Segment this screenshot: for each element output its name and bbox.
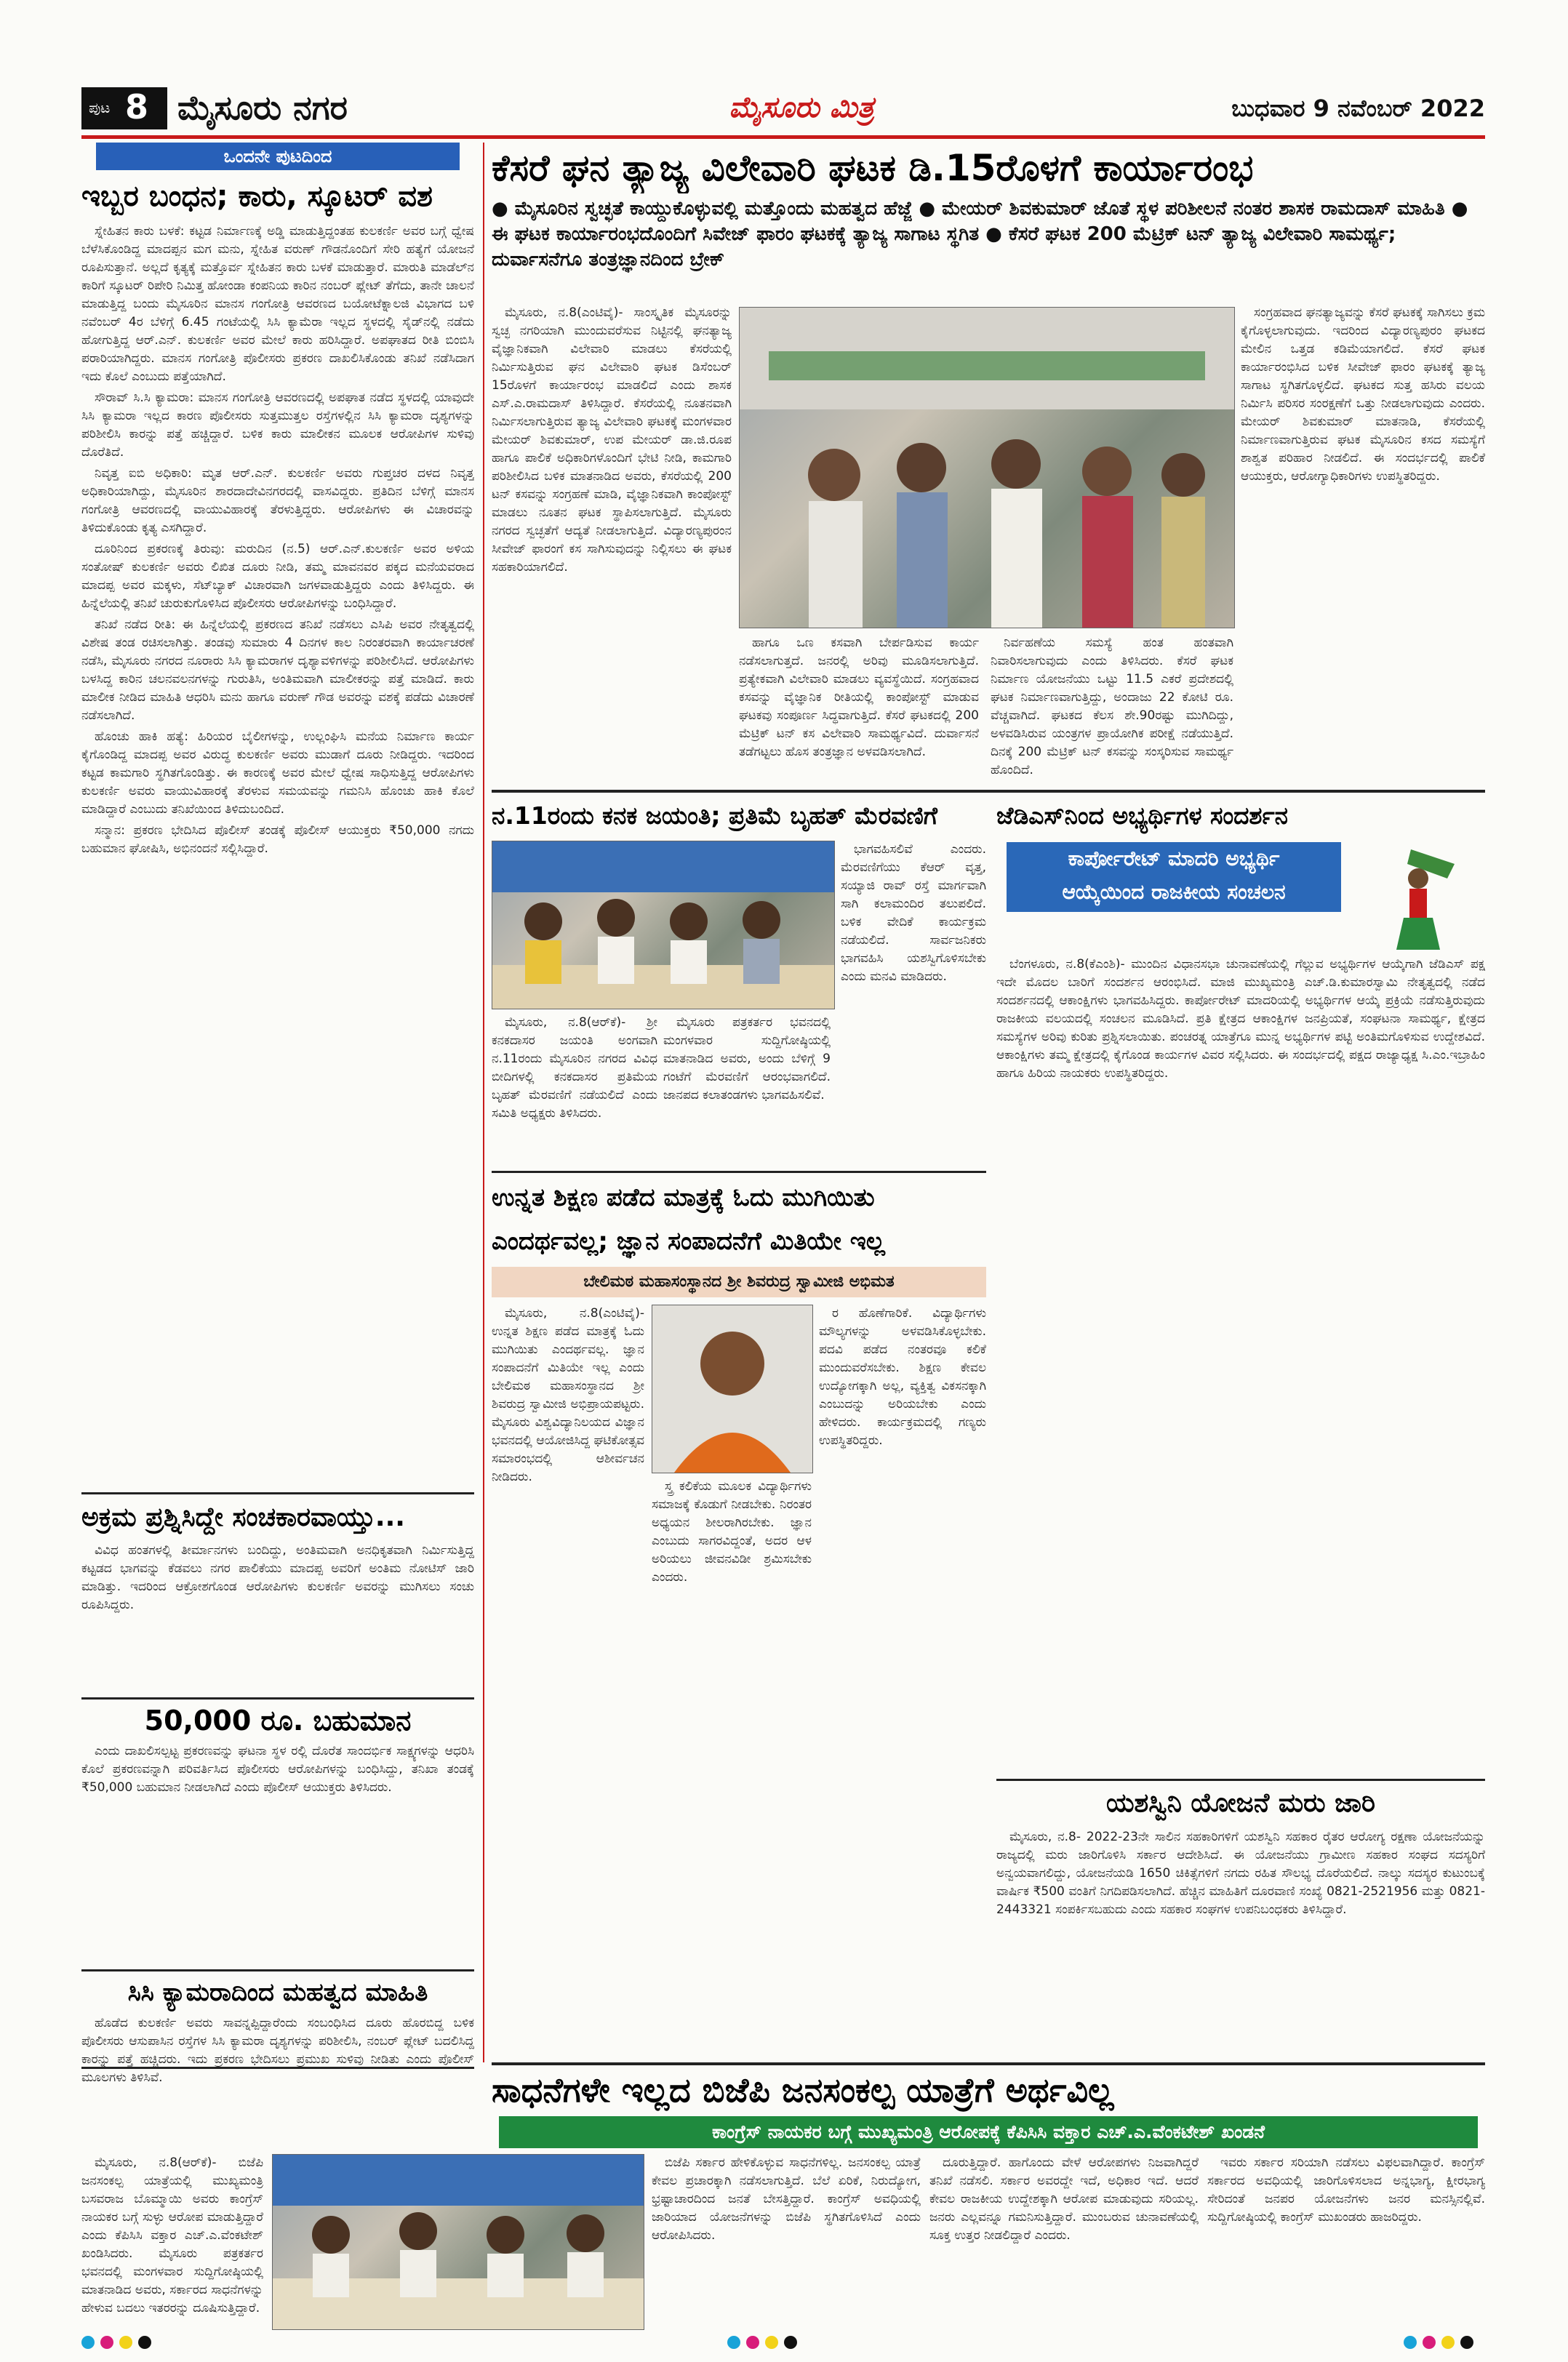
jds-subhead-box [1007, 842, 1341, 912]
education-body-col2 [652, 1478, 812, 1857]
masthead-rule [81, 135, 1485, 139]
cyan-dot [1404, 2336, 1417, 2349]
headline-arrest: ಇಬ್ಬರ ಬಂಧನ; ಕಾರು, ಸ್ಕೂಟರ್ ವಶ [81, 180, 433, 213]
education-subhead: ಬೇಲಿಮಠ ಮಹಾಸಂಸ್ಥಾನದ ಶ್ರೀ ಶಿವರುದ್ರ ಸ್ವಾಮೀಜಿ ಅಭಿಮತ [492, 1267, 986, 1297]
kanaka-headline: ನ.11ರಂದು ಕನಕ ಜಯಂತಿ; ಪ್ರತಿಮೆ ಬೃಹತ್ ಮೆರವಣಿಗೆ [492, 801, 937, 830]
jds-headline: ಜೆಡಿಎಸ್‌ನಿಂದ ಅಭ್ಯರ್ಥಿಗಳ ಸಂದರ್ಶನ [996, 801, 1288, 830]
lead-bullets: ● ಮೈಸೂರಿನ ಸ್ವಚ್ಛತೆ ಕಾಯ್ದುಕೊಳ್ಳುವಲ್ಲಿ ಮತ್ತೊಂದು ಮಹತ್ವದ ಹೆಜ್ಜೆ ● ಮೇಯರ್ ಶಿವಕುಮಾರ್ ಜೊತೆ ಸ್ಥಳ ಪರಿಶೀಲನೆ ನಂತರ ಶಾಸಕ ರಾಮದಾಸ್ ಮಾಹಿತಿ ● ಈ ಘಟಕ ಕಾರ್ಯಾರಂಭದೊಂದಿಗೆ ಸಿವೇಜ್ ಫಾರಂ ಘಟಕಕ್ಕೆ ತ್ಯಾಜ್ಯ ಸಾಗಾಟ ಸ್ಥಗಿತ ● ಕೆಸರೆ ಘಟಕ 200 ಮೆಟ್ರಿಕ್ ಟನ್ ತ್ಯಾಜ್ಯ ವಿಲೇವಾರಿ ಸಾಮರ್ಥ್ಯ; ದುರ್ವಾಸನೆಗೂ ತಂತ್ರಜ್ಞಾನದಿಂದ ಬ್ರೇಕ್ [492, 198, 1468, 271]
jds-story [996, 796, 1485, 1777]
paragraph: ಮೈಸೂರು, ನ.8(ಎಂಟಿವೈ)- ಉನ್ನತ ಶಿಕ್ಷಣ ಪಡೆದ ಮಾತ್ರಕ್ಕೆ ಓದು ಮುಗಿಯಿತು ಎಂದರ್ಥವಲ್ಲ. ಜ್ಞಾನ ಸಂಪಾದನೆಗೆ ಮಿತಿಯೇ ಇಲ್ಲ ಎಂದು ಬೇಲಿಮಠ ಮಹಾಸಂಸ್ಥಾನದ ಶ್ರೀ ಶಿವರುದ್ರ ಸ್ವಾಮೀಜಿ ಅಭಿಪ್ರಾಯಪಟ್ಟರು. ಮೈಸೂರು ವಿಶ್ವವಿದ್ಯಾನಿಲಯದ ವಿಜ್ಞಾನ ಭವನದಲ್ಲಿ ಆಯೋಜಿಸಿದ್ದ ಘಟಿಕೋತ್ಸವ ಸಮಾರಂಭದಲ್ಲಿ ಆಶೀರ್ವಚನ ನೀಡಿದರು. [492, 1306, 644, 1484]
lead-body-col1 [492, 304, 732, 777]
page-number: 8 [125, 87, 149, 127]
photo-illustration [740, 308, 1234, 628]
paragraph: ಮೈಸೂರು, ನ.8(ಎಂಟಿವೈ)- ಸಾಂಸ್ಕೃತಿಕ ಮೈಸೂರನ್ನು ಸ್ವಚ್ಛ ನಗರಿಯಾಗಿ ಮುಂದುವರೆಸುವ ನಿಟ್ಟಿನಲ್ಲಿ ಘನತ್ಯಾಜ್ಯ ವೈಜ್ಞಾನಿಕವಾಗಿ ವಿಲೇವಾರಿ ಮಾಡಲು ಕೆಸರೆಯಲ್ಲಿ ನಿರ್ಮಿಸುತ್ತಿರುವ ಘನ ವಿಲೇವಾರಿ ಘಟಕ ಡಿಸೆಂಬರ್ 15ರೊಳಗೆ ಕಾರ್ಯಾರಂಭ ಮಾಡಲಿದೆ ಎಂದು ಶಾಸಕ ಎಸ್.ಎ.ರಾಮದಾಸ್ ತಿಳಿಸಿದ್ದಾರೆ. ಕೆಸರೆಯಲ್ಲಿ ನೂತನವಾಗಿ ನಿರ್ಮಿಸಲಾಗುತ್ತಿರುವ ತ್ಯಾಜ್ಯ ವಿಲೇವಾರಿ ಘಟಕಕ್ಕೆ ಮಂಗಳವಾರ ಮೇಯರ್ ಶಿವಕುಮಾರ್, ಉಪ ಮೇಯರ್ ಡಾ.ಜಿ.ರೂಪ ಹಾಗೂ ಪಾಲಿಕೆ ಅಧಿಕಾರಿಗಳೊಂದಿಗೆ ಭೇಟಿ ನೀಡಿ, ಕಾಮಗಾರಿ ಪರಿಶೀಲಿಸಿದ ಬಳಿಕ ಮಾತನಾಡಿದ ಅವರು, ಕೆಸರೆಯಲ್ಲಿ 200 ಟನ್ ಕಸವನ್ನು ಸಂಗ್ರಹಣೆ ಮಾಡಿ, ವೈಜ್ಞಾನಿಕವಾಗಿ ಕಾಂಪೋಸ್ಟ್ ಮಾಡಲು ನೂತನ ಘಟಕ ಸ್ಥಾಪಿಸಲಾಗುತ್ತಿದೆ. ಮೈಸೂರು ನಗರದ ಸ್ವಚ್ಛತೆಗೆ ಆದ್ಯತೆ ನೀಡಲಾಗುತ್ತಿದೆ. ವಿದ್ಯಾರಣ್ಯಪುರಂನ ಸೀವೇಜ್ ಫಾರಂಗೆ ಕಸ ಸಾಗಿಸುವುದನ್ನು ನಿಲ್ಲಿಸಲು ಈ ಘಟಕ ಸಹಕಾರಿಯಾಗಲಿದೆ. [492, 305, 732, 575]
paragraph: ಮೈಸೂರು ಪತ್ರಕರ್ತರ ಭವನದಲ್ಲಿ ಮಂಗಳವಾರ ಸುದ್ದಿಗೋಷ್ಠಿಯಲ್ಲಿ ಮಾತನಾಡಿದ ಅವರು, ಅಂದು ಬೆಳಿಗ್ಗೆ 9 ಗಂಟೆಗೆ ಮೆರವಣಿಗೆ ಆರಂಭವಾಗಲಿದೆ. ಜಾನಪದ ಕಲಾತಂಡಗಳು ಭಾಗವಹಿಸಲಿವೆ. [663, 1015, 831, 1102]
paragraph: ಸಂಗ್ರಹವಾದ ಘನತ್ಯಾಜ್ಯವನ್ನು ಕೆಸರೆ ಘಟಕಕ್ಕೆ ಸಾಗಿಸಲು ಕ್ರಮ ಕೈಗೊಳ್ಳಲಾಗುವುದು. ಇದರಿಂದ ವಿದ್ಯಾರಣ್ಯಪುರಂ ಘಟಕದ ಮೇಲಿನ ಒತ್ತಡ ಕಡಿಮೆಯಾಗಲಿದೆ. ಕೆಸರೆ ಘಟಕ ಕಾರ್ಯಾರಂಭಿಸಿದ ಬಳಿಕ ಸೀವೇಜ್ ಫಾರಂ ಘಟಕಕ್ಕೆ ತ್ಯಾಜ್ಯ ಸಾಗಾಟ ಸ್ಥಗಿತಗೊಳ್ಳಲಿದೆ. ಘಟಕದ ಸುತ್ತ ಹಸಿರು ವಲಯ ನಿರ್ಮಿಸಿ ಪರಿಸರ ಸಂರಕ್ಷಣೆಗೆ ಒತ್ತು ನೀಡಲಾಗುವುದು ಎಂದರು. ಮೇಯರ್ ಶಿವಕುಮಾರ್ ಮಾತನಾಡಿ, ಕೆಸರೆಯಲ್ಲಿ ನಿರ್ಮಾಣವಾಗುತ್ತಿರುವ ಘಟಕ ಮೈಸೂರಿನ ಕಸದ ಸಮಸ್ಯೆಗೆ ಶಾಶ್ವತ ಪರಿಹಾರ ನೀಡಲಿದೆ. ಈ ಸಂದರ್ಭದಲ್ಲಿ ಪಾಲಿಕೆ ಆಯುಕ್ತರು, ಆರೋಗ್ಯಾಧಿಕಾರಿಗಳು ಉಪಸ್ಥಿತರಿದ್ದರು. [1241, 305, 1485, 484]
kanaka-body-col1 [492, 1014, 657, 1163]
paragraph: ದೂರಿನಿಂದ ಪ್ರಕರಣಕ್ಕೆ ತಿರುವು: ಮರುದಿನ (ನ.5) ಆರ್.ಎನ್.ಕುಲಕರ್ಣಿ ಅವರ ಅಳಿಯ ಸಂತೋಷ್ ಕುಲಕರ್ಣಿ ಅವರು ಲಿಖಿತ ದೂರು ನೀಡಿ, ತಮ್ಮ ಮಾವನವರ ಪಕ್ಕದ ಮನೆಯವರಾದ ಮಾದಪ್ಪ ಅವರ ಮಕ್ಕಳು, ಸೆಟ್‌ಬ್ಯಾಕ್ ವಿಚಾರವಾಗಿ ಜಗಳವಾಡುತ್ತಿದ್ದರು ಎಂದು ತಿಳಿಸಿದ್ದರು. ಈ ಹಿನ್ನೆಲೆಯಲ್ಲಿ ತನಿಖೆ ಚುರುಕುಗೊಳಿಸಿದ ಪೊಲೀಸರು ಆರೋಪಿಗಳನ್ನು ಬಂಧಿಸಿದ್ದಾರೆ. [81, 542, 474, 611]
divider [492, 790, 1485, 793]
article-reward-body [81, 1742, 474, 1968]
paragraph: ಎಂದು ದಾಖಲಿಸಲ್ಪಟ್ಟ ಪ್ರಕರಣವನ್ನು ಘಟನಾ ಸ್ಥಳ ರಲ್ಲಿ ದೊರೆತ ಸಾಂದರ್ಭಿಕ ಸಾಕ್ಷ್ಯಗಳನ್ನು ಆಧರಿಸಿ ಕೊಲೆ ಪ್ರಕರಣವನ್ನಾಗಿ ಪರಿವರ್ತಿಸಿದ ಪೊಲೀಸರು ಆರೋಪಿಗಳನ್ನು ಬಂಧಿಸಿದ್ದು, ತನಿಖಾ ತಂಡಕ್ಕೆ ₹50,000 ಬಹುಮಾನ ನೀಡಲಾಗಿದೆ ಎಂದು ಪೊಲೀಸ್ ಆಯುಕ್ತರು ತಿಳಿಸಿದರು. [81, 1744, 474, 1795]
paragraph: ಭಾಗವಹಿಸಲಿವೆ ಎಂದರು. ಮೆರವಣಿಗೆಯು ಕೆಆರ್ ವೃತ್ತ, ಸಯ್ಯಾಜಿ ರಾವ್ ರಸ್ತೆ ಮಾರ್ಗವಾಗಿ ಸಾಗಿ ಕಲಾಮಂದಿರ ತಲುಪಲಿದೆ. ಬಳಿಕ ವೇದಿಕೆ ಕಾರ್ಯಕ್ರಮ ನಡೆಯಲಿದೆ. ಸಾರ್ವಜನಿಕರು ಭಾಗವಹಿಸಿ ಯಶಸ್ವಿಗೊಳಿಸಬೇಕು ಎಂದು ಮನವಿ ಮಾಡಿದರು. [841, 842, 986, 984]
lead-body-col4 [1241, 304, 1485, 777]
paragraph: ಇವರು ಸರ್ಕಾರ ಸರಿಯಾಗಿ ನಡೆಸಲು ವಿಫಲವಾಗಿದ್ದಾರೆ. ಕಾಂಗ್ರೆಸ್ ಸರ್ಕಾರದ ಅವಧಿಯಲ್ಲಿ ಜಾರಿಗೊಳಿಸಲಾದ ಅನ್ನಭಾಗ್ಯ, ಕ್ಷೀರಭಾಗ್ಯ ಸೇರಿದಂತೆ ಜನಪರ ಯೋಜನೆಗಳು ಜನರ ಮನಸ್ಸಿನಲ್ಲಿವೆ. ಸುದ್ದಿಗೋಷ್ಠಿಯಲ್ಲಿ ಕಾಂಗ್ರೆಸ್ ಮುಖಂಡರು ಹಾಜರಿದ್ದರು. [1207, 2155, 1485, 2225]
photo-illustration [492, 841, 834, 1009]
site-inspection-photo [739, 307, 1235, 628]
education-story [492, 1177, 986, 1867]
paragraph: ಸ್ನೇಹಿತನ ಕಾರು ಬಳಕೆ: ಕಟ್ಟಡ ನಿರ್ಮಾಣಕ್ಕೆ ಅಡ್ಡಿ ಮಾಡುತ್ತಿದ್ದಂತಹ ಕುಲಕರ್ಣಿ ಅವರ ಬಗ್ಗೆ ಧ್ವೇಷ ಬೆಳೆಸಿಕೊಂಡಿದ್ದ ಮಾದಪ್ಪನ ಮಗ ಮನು, ಸ್ನೇಹಿತ ವರುಣ್ ಗೌಡನೊಂದಿಗೆ ಸೇರಿ ಹತ್ಯೆಗೆ ಯೋಜನೆ ರೂಪಿಸುತ್ತಾನೆ. ಅಲ್ಲದೆ ಕೃತ್ಯಕ್ಕೆ ಮತ್ತೊರ್ವ ಸ್ನೇಹಿತನ ಕಾರು ಬಳಕೆ ಮಾಡುತ್ತಾರೆ. ಮಾರುತಿ ಮಾಡೆಲ್‌ನ ಕಾರಿಗೆ ಸ್ಕೂಟರ್ ರಿಪೇರಿ ನಿಮಿತ್ತ ಹೋಂಡಾ ಕಂಪನಿಯ ಕಾರಿನ ನಂಬರ್ ಪ್ಲೇಟ್ ತೆಗೆದು, ತಾನೇ ಚಾಲನೆ ಮಾಡುತ್ತಿದ್ದ ಬಂದು ಮೈಸೂರಿನ ಮಾನಸ ಗಂಗೋತ್ರಿ ಆವರಣದ ಬಯೋಟೆಕ್ನಾಲಜಿ ವಿಭಾಗದ ಬಳಿ ನವೆಂಬರ್ 4ರ ಬೆಳಿಗ್ಗೆ 6.45 ಗಂಟೆಯಲ್ಲಿ ಸಿಸಿ ಕ್ಯಾಮೆರಾ ಇಲ್ಲದ ಸ್ಥಳದಲ್ಲಿ ಸೈಡ್‌ನಲ್ಲಿ ನಡೆದು ಹೋಗುತ್ತಿದ್ದ ಆರ್.ಎನ್. ಕುಲಕರ್ಣಿ ಅವರ ಮೇಲೆ ಕಾರು ಹರಿಸಿದ್ದಾರೆ. ಅಪಘಾತದ ರೀತಿ ಬಿಂಬಿಸಿ ಪರಾರಿಯಾಗಿದ್ದರು. ಮಾನಸ ಗಂಗೋತ್ರಿ ಪೊಲೀಸರು ಪ್ರಕರಣ ದಾಖಲಿಸಿಕೊಂಡು ತನಿಖೆ ನಡೆಸಿದಾಗ ಇದು ಕೊಲೆ ಎಂಬುದು ಪತ್ತೆಯಾಗಿದೆ. [81, 224, 474, 384]
divider [492, 1171, 986, 1173]
yashaswini-headline: ಯಶಸ್ವಿನಿ ಯೋಜನೆ ಮರು ಜಾರಿ [1106, 1788, 1375, 1818]
divider [81, 2067, 474, 2069]
bjp-headline: ಸಾಧನೆಗಳೇ ಇಲ್ಲದ ಬಿಜೆಪಿ ಜನಸಂಕಲ್ಪ ಯಾತ್ರೆಗೆ ಅರ್ಥವಿಲ್ಲ [492, 2070, 1114, 2110]
masthead [81, 84, 1485, 132]
divider [81, 1969, 474, 1971]
paragraph: ಸೌರಾವ್ ಸಿ.ಸಿ ಕ್ಯಾಮರಾ: ಮಾನಸ ಗಂಗೋತ್ರಿ ಆವರಣದಲ್ಲಿ ಅಪಘಾತ ನಡೆದ ಸ್ಥಳದಲ್ಲಿ ಯಾವುದೇ ಸಿಸಿ ಕ್ಯಾಮರಾ ಇಲ್ಲದ ಕಾರಣ ಪೊಲೀಸರು ಸುತ್ತಮುತ್ತಲ ರಸ್ತೆಗಳಲ್ಲಿನ ಸಿಸಿ ಕ್ಯಾಮರಾ ದೃಶ್ಯಗಳನ್ನು ಪರಿಶೀಲಿಸಿ ಕಾರನ್ನು ಪತ್ತೆ ಹಚ್ಚಿದ್ದಾರೆ. ಬಳಿಕ ಕಾರು ಮಾಲೀಕನ ಮೂಲಕ ಆರೋಪಿಗಳ ಸುಳಿವು ದೊರೆತಿದೆ. [81, 391, 474, 460]
column-divider [483, 143, 484, 2062]
lead-body-col2 [739, 634, 979, 777]
bjp-subhead: ಕಾಂಗ್ರೆಸ್ ನಾಯಕರ ಬಗ್ಗೆ ಮುಖ್ಯಮಂತ್ರಿ ಆರೋಪಕ್ಕೆ ಕೆಪಿಸಿಸಿ ವಕ್ತಾರ ಎಚ್.ಎ.ವೆಂಕಟೇಶ್ ಖಂಡನೆ [499, 2116, 1478, 2148]
paragraph: ನಿವೃತ್ತ ಐಬಿ ಅಧಿಕಾರಿ: ಮೃತ ಆರ್.ಎನ್. ಕುಲಕರ್ಣಿ ಅವರು ಗುಪ್ತಚರ ದಳದ ನಿವೃತ್ತ ಅಧಿಕಾರಿಯಾಗಿದ್ದು, ಮೈಸೂರಿನ ಶಾರದಾದೇವಿನಗರದಲ್ಲಿ ವಾಸವಿದ್ದರು. ಪ್ರತಿದಿನ ಬೆಳಿಗ್ಗೆ ಮಾನಸ ಗಂಗೋತ್ರಿ ಆವರಣದಲ್ಲಿ ವಾಯುವಿಹಾರಕ್ಕೆ ತೆರಳುತ್ತಿದ್ದರು. ಆರೋಪಿಗಳು ಈ ವಿಚಾರವನ್ನು ತಿಳಿದುಕೊಂಡು ಕೃತ್ಯ ಎಸಗಿದ್ದಾರೆ. [81, 466, 474, 535]
paragraph: ಹೊಡೆದ ಕುಲಕರ್ಣಿ ಅವರು ಸಾವನ್ನಪ್ಪಿದ್ದಾರೆಂದು ಸಂಬಂಧಿಸಿದ ದೂರು ಹೊರಬಿದ್ದ ಬಳಿಕ ಪೊಲೀಸರು ಆಸುಪಾಸಿನ ರಸ್ತೆಗಳ ಸಿಸಿ ಕ್ಯಾಮರಾ ದೃಶ್ಯಗಳನ್ನು ಪರಿಶೀಲಿಸಿ, ನಂಬರ್ ಪ್ಲೇಟ್ ಬದಲಿಸಿದ್ದ ಕಾರನ್ನು ಪತ್ತೆ ಹಚ್ಚಿದರು. ಇದು ಪ್ರಕರಣ ಭೇದಿಸಲು ಪ್ರಮುಖ ಸುಳಿವು ನೀಡಿತು ಎಂದು ಪೊಲೀಸ್ ಮೂಲಗಳು ತಿಳಿಸಿವೆ. [81, 2016, 474, 2085]
paragraph: ಬೆಂಗಳೂರು, ನ.8(ಕೆಎಂಶಿ)- ಮುಂದಿನ ವಿಧಾನಸಭಾ ಚುನಾವಣೆಯಲ್ಲಿ ಗೆಲ್ಲುವ ಅಭ್ಯರ್ಥಿಗಳ ಆಯ್ಕೆಗಾಗಿ ಜೆಡಿಎಸ್ ಪಕ್ಷ ಇದೇ ಮೊದಲ ಬಾರಿಗೆ ಸಂದರ್ಶನ ಆರಂಭಿಸಿದೆ. ಮಾಜಿ ಮುಖ್ಯಮಂತ್ರಿ ಎಚ್.ಡಿ.ಕುಮಾರಸ್ವಾಮಿ ನೇತೃತ್ವದಲ್ಲಿ ನಡೆದ ಸಂದರ್ಶನದಲ್ಲಿ ಆಕಾಂಕ್ಷಿಗಳು ಭಾಗವಹಿಸಿದ್ದರು. ಕಾರ್ಪೋರೇಟ್ ಮಾದರಿಯಲ್ಲಿ ಅಭ್ಯರ್ಥಿಗಳ ಆಯ್ಕೆ ಪ್ರಕ್ರಿಯೆ ನಡೆಸುತ್ತಿರುವುದು ರಾಜಕೀಯ ವಲಯದಲ್ಲಿ ಸಂಚಲನ ಮೂಡಿಸಿದೆ. ಪ್ರತಿ ಕ್ಷೇತ್ರದ ಆಕಾಂಕ್ಷಿಗಳ ಜನಪ್ರಿಯತೆ, ಸಂಘಟನಾ ಸಾಮರ್ಥ್ಯ, ಕ್ಷೇತ್ರದ ಸಮಸ್ಯೆಗಳ ಅರಿವು ಕುರಿತು ಪ್ರಶ್ನಿಸಲಾಯಿತು. ಪಂಚರತ್ನ ಯಾತ್ರೆಗೂ ಮುನ್ನ ಅಭ್ಯರ್ಥಿಗಳ ಪಟ್ಟಿ ಅಂತಿಮಗೊಳಿಸುವ ಉದ್ದೇಶವಿದೆ. ಆಕಾಂಕ್ಷಿಗಳು ತಮ್ಮ ಕ್ಷೇತ್ರದಲ್ಲಿ ಕೈಗೊಂಡ ಕಾರ್ಯಗಳ ವಿವರ ಸಲ್ಲಿಸಿದರು. ಈ ಸಂದರ್ಭದಲ್ಲಿ ಪಕ್ಷದ ರಾಜ್ಯಾಧ್ಯಕ್ಷ ಸಿ.ಎಂ.ಇಬ್ರಾಹಿಂ ಹಾಗೂ ಹಿರಿಯ ನಾಯಕರು ಉಪಸ್ಥಿತರಿದ್ದರು. [996, 957, 1485, 1081]
registration-marks-right [1404, 2336, 1549, 2353]
kanaka-press-photo [492, 841, 835, 1009]
paragraph: ಮೈಸೂರು, ನ.8- 2022-23ನೇ ಸಾಲಿನ ಸಹಕಾರಿಗಳಿಗೆ ಯಶಸ್ವಿನಿ ಸಹಕಾರ ರೈತರ ಆರೋಗ್ಯ ರಕ್ಷಣಾ ಯೋಜನೆಯನ್ನು ರಾಜ್ಯದಲ್ಲಿ ಮರು ಜಾರಿಗೊಳಿಸಿ ಸರ್ಕಾರ ಆದೇಶಿಸಿದೆ. ಈ ಯೋಜನೆಯು ಗ್ರಾಮೀಣ ಸಹಕಾರ ಸಂಘದ ಸದಸ್ಯರಿಗೆ ಅನ್ವಯವಾಗಲಿದ್ದು, ಯೋಜನೆಯಡಿ 1650 ಚಿಕಿತ್ಸೆಗಳಿಗೆ ನಗದು ರಹಿತ ಸೌಲಭ್ಯ ದೊರೆಯಲಿದೆ. ನಾಲ್ಕು ಸದಸ್ಯರ ಕುಟುಂಬಕ್ಕೆ ವಾರ್ಷಿಕ ₹500 ವಂತಿಗೆ ನಿಗದಿಪಡಿಸಲಾಗಿದೆ. ಹೆಚ್ಚಿನ ಮಾಹಿತಿಗೆ ದೂರವಾಣಿ ಸಂಖ್ಯೆ 0821-2521956 ಮತ್ತು 0821-2443321 ಸಂಪರ್ಕಿಸಬಹುದು ಎಂದು ಸಹಕಾರ ಸಂಘಗಳ ಉಪನಿಬಂಧಕರು ತಿಳಿಸಿದ್ದಾರೆ. [996, 1830, 1485, 1917]
paragraph: ರ ಹೊಣೆಗಾರಿಕೆ. ವಿದ್ಯಾರ್ಥಿಗಳು ಮೌಲ್ಯಗಳನ್ನು ಅಳವಡಿಸಿಕೊಳ್ಳಬೇಕು. ಪದವಿ ಪಡೆದ ನಂತರವೂ ಕಲಿಕೆ ಮುಂದುವರೆಸಬೇಕು. ಶಿಕ್ಷಣ ಕೇವಲ ಉದ್ಯೋಗಕ್ಕಾಗಿ ಅಲ್ಲ, ವ್ಯಕ್ತಿತ್ವ ವಿಕಸನಕ್ಕಾಗಿ ಎಂಬುದನ್ನು ಅರಿಯಬೇಕು ಎಂದು ಹೇಳಿದರು. ಕಾರ್ಯಕ್ರಮದಲ್ಲಿ ಗಣ್ಯರು ಉಪಸ್ಥಿತರಿದ್ದರು. [819, 1306, 986, 1448]
jds-subhead-2: ಆಯ್ಕೆಯಿಂದ ರಾಜಕೀಯ ಸಂಚಲನ [1062, 880, 1286, 904]
education-headline-1: ಉನ್ನತ ಶಿಕ್ಷಣ ಪಡೆದ ಮಾತ್ರಕ್ಕೆ ಓದು ಮುಗಿಯಿತು [492, 1183, 875, 1212]
swamiji-photo [652, 1305, 813, 1473]
photo-illustration [652, 1305, 812, 1473]
left-column [81, 143, 474, 2230]
article-illegal-body [81, 1542, 474, 1694]
paragraph: ಹೊಂಚು ಹಾಕಿ ಹತ್ಯೆ: ಹಿರಿಯರ ಬೈಲೀಗಳನ್ನು, ಉಲ್ಲಂಘಿಸಿ ಮನೆಯ ನಿರ್ಮಾಣ ಕಾರ್ಯ ಕೈಗೊಂಡಿದ್ದ ಮಾದಪ್ಪ ಅವರ ವಿರುದ್ಧ ಕುಲಕರ್ಣಿ ಅವರು ಮುಡಾಗೆ ದೂರು ನೀಡಿದ್ದರು. ಇದರಿಂದ ಕಟ್ಟಡ ಕಾಮಗಾರಿ ಸ್ಥಗಿತಗೊಂಡಿತ್ತು. ಈ ಕಾರಣಕ್ಕೆ ಅವರ ಮೇಲೆ ಧ್ವೇಷ ಸಾಧಿಸುತ್ತಿದ್ದ ಆರೋಪಿಗಳು ಕುಲಕರ್ಣಿ ಅವರು ವಾಯುವಿಹಾರಕ್ಕೆ ತೆರಳುವ ಸಮಯವನ್ನು ಗಮನಿಸಿ ಹೊಂಚು ಹಾಕಿ ಕೊಲೆ ಮಾಡಿದ್ದಾರೆ ಎಂಬುದು ತನಿಖೆಯಿಂದ ತಿಳಿದುಬಂದಿದೆ. [81, 729, 474, 817]
bjp-body-area [81, 2154, 1485, 2329]
paragraph: ಸ್ತ್ರ ಕಲಿಕೆಯ ಮೂಲಕ ವಿದ್ಯಾರ್ಥಿಗಳು ಸಮಾಜಕ್ಕೆ ಕೊಡುಗೆ ನೀಡಬೇಕು. ನಿರಂತರ ಅಧ್ಯಯನ ಶೀಲರಾಗಿರಬೇಕು. ಜ್ಞಾನ ಎಂಬುದು ಸಾಗರವಿದ್ದಂತೆ, ಅದರ ಆಳ ಅರಿಯಲು ಜೀವನವಿಡೀ ಶ್ರಮಿಸಬೇಕು ಎಂದರು. [652, 1479, 812, 1585]
education-body-col1 [492, 1305, 644, 1857]
continued-kicker: ಒಂದನೇ ಪುಟದಿಂದ [96, 143, 460, 170]
yashaswini-body [996, 1828, 1485, 2055]
education-body-col3 [819, 1305, 986, 1857]
bjp-body-col4 [1207, 2154, 1485, 2329]
newspaper-logo: ಮೈಸೂರು ಮಿತ್ರ [729, 91, 874, 124]
kanaka-story [492, 796, 986, 1166]
jds-body [996, 956, 1485, 1770]
section-title: ಮೈಸೂರು ನಗರ [177, 88, 348, 127]
lead-headline: ಕೆಸರೆ ಘನ ತ್ಯಾಜ್ಯ ವಿಲೇವಾರಿ ಘಟಕ ಡಿ.15ರೊಳಗೆ ಕಾರ್ಯಾರಂಭ [492, 147, 1254, 189]
headline-illegal: ಅಕ್ರಮ ಪ್ರಶ್ನಿಸಿದ್ದೇ ಸಂಚಕಾರವಾಯ್ತು... [81, 1502, 405, 1532]
page-number-box [81, 87, 167, 129]
bjp-body-col1 [81, 2154, 263, 2329]
bjp-body-col2 [652, 2154, 921, 2329]
paragraph: ಬಿಜೆಪಿ ಸರ್ಕಾರ ಹೇಳಿಕೊಳ್ಳುವ ಸಾಧನೆಗಳಿಲ್ಲ. ಜನಸಂಕಲ್ಪ ಯಾತ್ರೆ ಕೇವಲ ಪ್ರಚಾರಕ್ಕಾಗಿ ನಡೆಸಲಾಗುತ್ತಿದೆ. ಬೆಲೆ ಏರಿಕೆ, ನಿರುದ್ಯೋಗ, ಭ್ರಷ್ಟಾಚಾರದಿಂದ ಜನತೆ ಬೇಸತ್ತಿದ್ದಾರೆ. ಕಾಂಗ್ರೆಸ್ ಅವಧಿಯಲ್ಲಿ ಜಾರಿಯಾದ ಯೋಜನೆಗಳನ್ನು ಬಿಜೆಪಿ ಸ್ಥಗಿತಗೊಳಿಸಿದೆ ಎಂದು ಆರೋಪಿಸಿದರು. [652, 2155, 921, 2243]
bjp-body-col3 [929, 2154, 1199, 2329]
paragraph: ತನಿಖೆ ನಡೆದ ರೀತಿ: ಈ ಹಿನ್ನೆಲೆಯಲ್ಲಿ ಪ್ರಕರಣದ ತನಿಖೆ ನಡೆಸಲು ಎಸಿಪಿ ಅವರ ನೇತೃತ್ವದಲ್ಲಿ ವಿಶೇಷ ತಂಡ ರಚಿಸಲಾಗಿತ್ತು. ತಂಡವು ಸುಮಾರು 4 ದಿನಗಳ ಕಾಲ ನಿರಂತರವಾಗಿ ಕಾರ್ಯಾಚರಣೆ ನಡೆಸಿ, ಮೈಸೂರು ನಗರದ ನೂರಾರು ಸಿಸಿ ಕ್ಯಾಮರಾಗಳ ದೃಶ್ಯಾವಳಿಗಳನ್ನು ಪರಿಶೀಲಿಸಿದೆ. ಆರೋಪಿಗಳು ಬಳಸಿದ್ದ ಕಾರಿನ ಚಲನವಲನಗಳನ್ನು ಗುರುತಿಸಿ, ಅಂತಿಮವಾಗಿ ಮಾಲೀಕರನ್ನು ಪತ್ತೆ ಮಾಡಿದೆ. ಕಾರು ಮಾಲೀಕ ನೀಡಿದ ಮಾಹಿತಿ ಆಧರಿಸಿ ಮನು ಹಾಗೂ ವರುಣ್ ಗೌಡ ಅವರನ್ನು ವಶಕ್ಕೆ ಪಡೆದು ವಿಚಾರಣೆ ನಡೆಸಲಾಗಿದೆ. [81, 617, 474, 723]
farmer-woman-icon [1367, 842, 1469, 951]
paragraph: ನಿರ್ವಹಣೆಯ ಸಮಸ್ಯೆ ಹಂತ ಹಂತವಾಗಿ ನಿವಾರಿಸಲಾಗುವುದು ಎಂದು ತಿಳಿಸಿದರು. ಕೆಸರೆ ಘಟಕ ನಿರ್ಮಾಣ ಯೋಜನೆಯು ಒಟ್ಟು 11.5 ಎಕರೆ ಪ್ರದೇಶದಲ್ಲಿ ಘಟಕ ನಿರ್ಮಾಣವಾಗುತ್ತಿದ್ದು, ಅಂದಾಜು 22 ಕೋಟಿ ರೂ. ವೆಚ್ಚವಾಗಿದೆ. ಘಟಕದ ಕೆಲಸ ಶೇ.90ರಷ್ಟು ಮುಗಿದಿದ್ದು, ಅಳವಡಿಸಿರುವ ಯಂತ್ರಗಳ ಪ್ರಾಯೋಗಿಕ ಪರೀಕ್ಷೆ ನಡೆಯುತ್ತಿದೆ. ದಿನಕ್ಕೆ 200 ಮೆಟ್ರಿಕ್ ಟನ್ ಕಸವನ್ನು ಸಂಸ್ಕರಿಸುವ ಸಾಮರ್ಥ್ಯ ಹೊಂದಿದೆ. [991, 636, 1233, 777]
article-arrest-body [81, 223, 474, 1488]
black-dot [138, 2336, 151, 2349]
magenta-dot [100, 2336, 113, 2349]
black-dot [784, 2336, 797, 2349]
yellow-dot [1441, 2336, 1455, 2349]
registration-marks-center [727, 2336, 873, 2353]
headline-cctv: ಸಿಸಿ ಕ್ಯಾಮರಾದಿಂದ ಮಹತ್ವದ ಮಾಹಿತಿ [127, 1978, 428, 2007]
paragraph: ವಿವಿಧ ಹಂತಗಳಲ್ಲಿ ತೀರ್ಮಾನಗಳು ಬಂದಿದ್ದು, ಅಂತಿಮವಾಗಿ ಅನಧಿಕೃತವಾಗಿ ನಿರ್ಮಿಸುತ್ತಿದ್ದ ಕಟ್ಟಡದ ಭಾಗವನ್ನು ಕೆಡವಲು ನಗರ ಪಾಲಿಕೆಯು ಮಾದಪ್ಪ ಅವರಿಗೆ ಅಂತಿಮ ನೋಟಿಸ್ ಜಾರಿ ಮಾಡಿತ್ತು. ಇದರಿಂದ ಆಕ್ರೋಶಗೊಂಡ ಆರೋಪಿಗಳು ಕುಲಕರ್ಣಿ ಅವರನ್ನು ಮುಗಿಸಲು ಸಂಚು ರೂಪಿಸಿದ್ದರು. [81, 1543, 474, 1612]
divider [81, 1697, 474, 1700]
registration-marks-left [81, 2336, 227, 2353]
bjp-press-photo [272, 2154, 644, 2330]
black-dot [1460, 2336, 1473, 2349]
cyan-dot [81, 2336, 95, 2349]
kanaka-body-col2 [663, 1014, 831, 1163]
party-symbol-illustration [1367, 842, 1469, 951]
yellow-dot [765, 2336, 778, 2349]
magenta-dot [1423, 2336, 1436, 2349]
paragraph: ಹಾಗೂ ಒಣ ಕಸವಾಗಿ ಬೇರ್ಪಡಿಸುವ ಕಾರ್ಯ ನಡೆಸಲಾಗುತ್ತದೆ. ಜನರಲ್ಲಿ ಅರಿವು ಮೂಡಿಸಲಾಗುತ್ತಿದೆ. ಪ್ರತ್ಯೇಕವಾಗಿ ವಿಲೇವಾರಿ ಮಾಡಲು ವ್ಯವಸ್ಥೆಯಿದೆ. ಸಂಗ್ರಹವಾದ ಕಸವನ್ನು ವೈಜ್ಞಾನಿಕ ರೀತಿಯಲ್ಲಿ ಕಾಂಪೋಸ್ಟ್ ಮಾಡುವ ಘಟಕವು ಸಂಪೂರ್ಣ ಸಿದ್ಧವಾಗುತ್ತಿದೆ. ಕೆಸರೆ ಘಟಕದಲ್ಲಿ 200 ಮೆಟ್ರಿಕ್ ಟನ್ ಕಸ ವಿಲೇವಾರಿ ಸಾಮರ್ಥ್ಯವಿದೆ. ದುರ್ವಾಸನೆ ತಡೆಗಟ್ಟಲು ಹೊಸ ತಂತ್ರಜ್ಞಾನ ಅಳವಡಿಸಲಾಗಿದೆ. [739, 636, 979, 759]
paragraph: ಸನ್ಮಾನ: ಪ್ರಕರಣ ಭೇದಿಸಿದ ಪೊಲೀಸ್ ತಂಡಕ್ಕೆ ಪೊಲೀಸ್ ಆಯುಕ್ತರು ₹50,000 ನಗದು ಬಹುಮಾನ ಘೋಷಿಸಿ, ಅಭಿನಂದನೆ ಸಲ್ಲಿಸಿದ್ದಾರೆ. [81, 823, 474, 856]
magenta-dot [746, 2336, 759, 2349]
lead-story [492, 143, 1485, 782]
yashaswini-story [996, 1783, 1485, 2059]
headline-reward: 50,000 ರೂ. ಬಹುಮಾನ [144, 1705, 412, 1737]
cyan-dot [727, 2336, 740, 2349]
page-label: ಪುಟ [89, 99, 111, 116]
paragraph: ಮೈಸೂರು, ನ.8(ಆರ್‌ಕೆ)- ಬಿಜೆಪಿ ಜನಸಂಕಲ್ಪ ಯಾತ್ರೆಯಲ್ಲಿ ಮುಖ್ಯಮಂತ್ರಿ ಬಸವರಾಜ ಬೊಮ್ಮಾಯಿ ಅವರು ಕಾಂಗ್ರೆಸ್ ನಾಯಕರ ಬಗ್ಗೆ ಸುಳ್ಳು ಆರೋಪ ಮಾಡುತ್ತಿದ್ದಾರೆ ಎಂದು ಕೆಪಿಸಿಸಿ ವಕ್ತಾರ ಎಚ್.ಎ.ವೆಂಕಟೇಶ್ ಖಂಡಿಸಿದರು. ಮೈಸೂರು ಪತ್ರಕರ್ತರ ಭವನದಲ್ಲಿ ಮಂಗಳವಾರ ಸುದ್ದಿಗೋಷ್ಠಿಯಲ್ಲಿ ಮಾತನಾಡಿದ ಅವರು, ಸರ್ಕಾರದ ಸಾಧನೆಗಳನ್ನು ಹೇಳುವ ಬದಲು ಇತರರನ್ನು ದೂಷಿಸುತ್ತಿದ್ದಾರೆ. [81, 2155, 263, 2315]
divider [81, 1492, 474, 1494]
issue-date: ಬುಧವಾರ 9 ನವೆಂಬರ್ 2022 [1231, 95, 1485, 122]
education-headline-2: ಎಂದರ್ಥವಲ್ಲ; ಜ್ಞಾನ ಸಂಪಾದನೆಗೆ ಮಿತಿಯೇ ಇಲ್ಲ [492, 1227, 885, 1256]
divider [996, 1779, 1485, 1781]
lead-body-col3 [991, 634, 1233, 777]
photo-illustration [273, 2155, 644, 2329]
paragraph: ಮೈಸೂರು, ನ.8(ಆರ್‌ಕೆ)- ಶ್ರೀ ಕನಕದಾಸರ ಜಯಂತಿ ಅಂಗವಾಗಿ ನ.11ರಂದು ಮೈಸೂರಿನ ನಗರದ ವಿವಿಧ ಬೀದಿಗಳಲ್ಲಿ ಕನಕದಾಸರ ಪ್ರತಿಮೆಯ ಬೃಹತ್ ಮೆರವಣಿಗೆ ನಡೆಯಲಿದೆ ಎಂದು ಸಮಿತಿ ಅಧ್ಯಕ್ಷರು ತಿಳಿಸಿದರು. [492, 1015, 657, 1121]
paragraph: ದೂರುತ್ತಿದ್ದಾರೆ. ಹಾಗೊಂದು ವೇಳೆ ಆರೋಪಗಳು ನಿಜವಾಗಿದ್ದರೆ ತನಿಖೆ ನಡೆಸಲಿ. ಸರ್ಕಾರ ಅವರದ್ದೇ ಇದೆ, ಅಧಿಕಾರ ಇದೆ. ಆದರೆ ಕೇವಲ ರಾಜಕೀಯ ಉದ್ದೇಶಕ್ಕಾಗಿ ಆರೋಪ ಮಾಡುವುದು ಸರಿಯಲ್ಲ. ಜನರು ಎಲ್ಲವನ್ನೂ ಗಮನಿಸುತ್ತಿದ್ದಾರೆ. ಮುಂಬರುವ ಚುನಾವಣೆಯಲ್ಲಿ ಸೂಕ್ತ ಉತ್ತರ ನೀಡಲಿದ್ದಾರೆ ಎಂದರು. [929, 2155, 1199, 2243]
jds-subhead-1: ಕಾರ್ಪೋರೇಟ್ ಮಾದರಿ ಅಭ್ಯರ್ಥಿ [1068, 846, 1280, 870]
yellow-dot [119, 2336, 132, 2349]
kanaka-body-top [841, 841, 986, 1008]
divider [492, 2062, 1485, 2065]
